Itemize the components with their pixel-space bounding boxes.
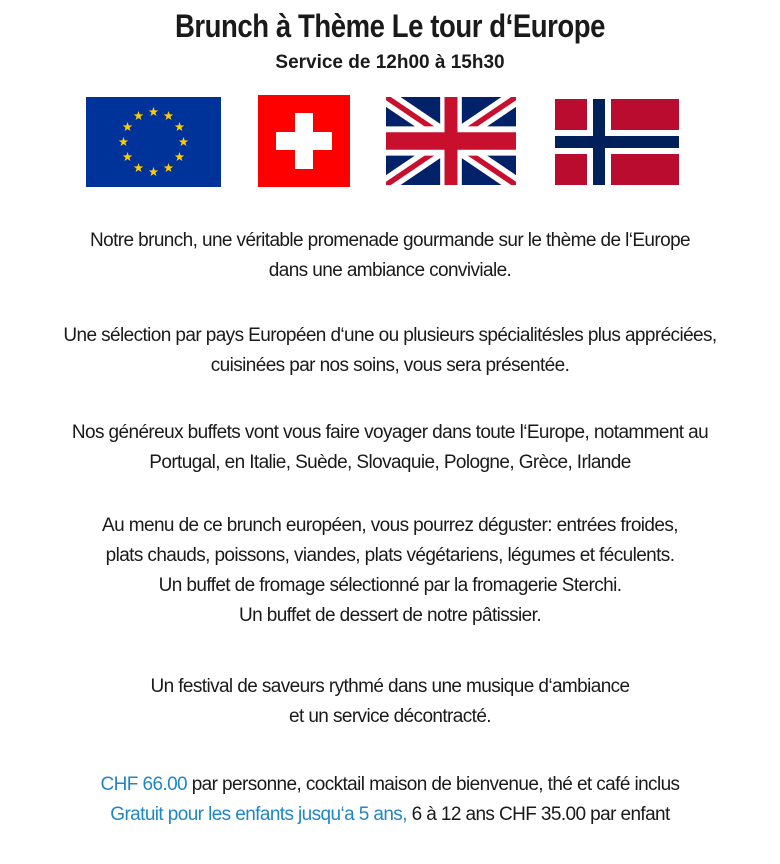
text-line: Nos généreux buffets vont vous faire voyager dans toute l‘Europe, notamment au bbox=[71, 422, 709, 443]
service-hours: Service de 12h00 à 15h30 bbox=[275, 52, 505, 73]
text-line: et un service décontracté. bbox=[289, 706, 491, 727]
menu-paragraph bbox=[0, 511, 780, 631]
text-line: Notre brunch, une véritable promenade gourmande sur le thème de l‘Europe bbox=[89, 230, 691, 251]
price-text: par personne, cocktail maison de bienvenue, thé et café inclus bbox=[187, 774, 680, 795]
swiss-flag-icon bbox=[258, 95, 350, 187]
festival-paragraph bbox=[0, 672, 780, 732]
price-line bbox=[0, 770, 780, 800]
text-line: Portugal, en Italie, Suède, Slovaquie, Pologne, Grèce, Irlande bbox=[149, 452, 631, 473]
children-text: 6 à 12 ans CHF 35.00 par enfant bbox=[406, 804, 670, 825]
children-highlight: Gratuit pour les enfants jusqu‘a 5 ans, bbox=[110, 804, 407, 825]
price-highlight: CHF 66.00 bbox=[100, 774, 188, 795]
text-line: cuisinées par nos soins, vous sera présentée. bbox=[210, 355, 570, 376]
text-line: Au menu de ce brunch européen, vous pourrez déguster: entrées froides, bbox=[102, 515, 678, 536]
text-line: Une sélection par pays Européen d‘une ou plusieurs spécialitésles plus appréciées, bbox=[63, 325, 717, 346]
pricing-paragraph bbox=[0, 770, 780, 830]
page-title: Brunch à Thème Le tour d‘Europe bbox=[174, 8, 606, 44]
uk-flag-icon bbox=[386, 97, 516, 185]
buffets-paragraph bbox=[0, 418, 780, 478]
selection-paragraph bbox=[0, 321, 780, 381]
text-line: Un buffet de dessert de notre pâtissier. bbox=[238, 605, 541, 626]
text-line: dans une ambiance conviviale. bbox=[268, 260, 512, 281]
eu-flag-icon bbox=[86, 97, 221, 187]
text-line: plats chauds, poissons, viandes, plats végétariens, légumes et féculents. bbox=[105, 545, 675, 566]
text-line: Un buffet de fromage sélectionné par la fromagerie Sterchi. bbox=[158, 575, 622, 596]
text-line: Un festival de saveurs rythmé dans une musique d‘ambiance bbox=[150, 676, 630, 697]
intro-paragraph bbox=[0, 226, 780, 286]
norway-flag-icon bbox=[553, 95, 681, 191]
children-line bbox=[0, 800, 780, 830]
